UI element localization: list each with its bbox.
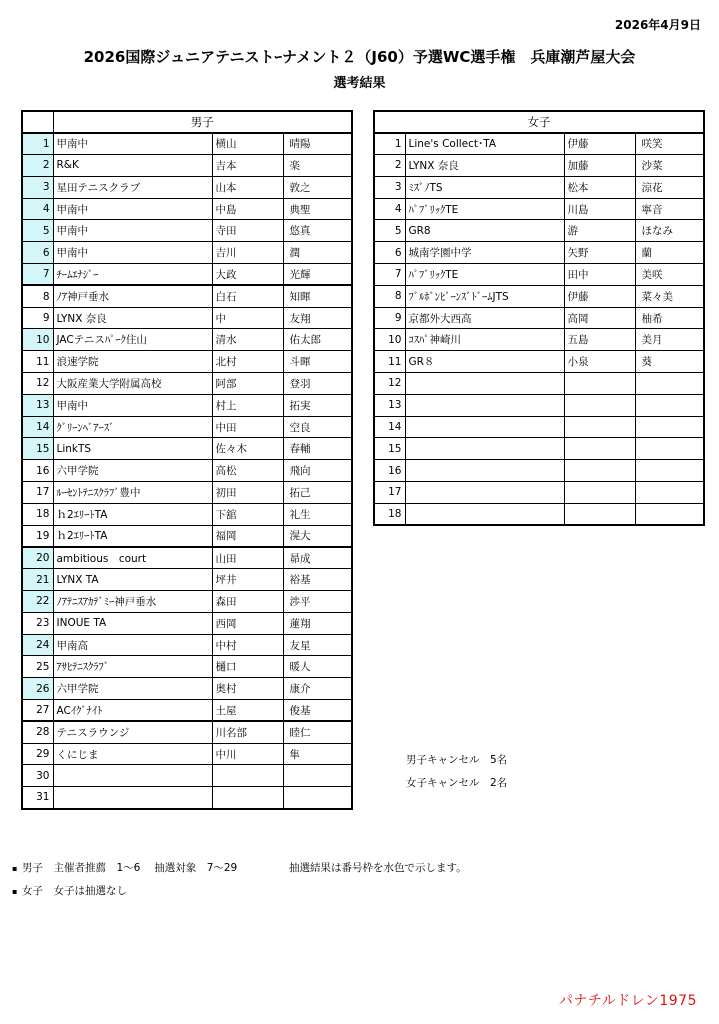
player-last-name — [564, 503, 635, 525]
player-first-name — [635, 482, 704, 504]
note-girls — [12, 883, 127, 898]
table-row — [22, 656, 352, 678]
player-first-name: ほなみ — [635, 220, 704, 242]
player-first-name: 飛向 — [283, 460, 352, 482]
entry-number: 12 — [22, 373, 53, 395]
entry-number: 8 — [22, 285, 53, 307]
player-last-name: 吉川 — [212, 242, 283, 264]
club-name: GR８ — [405, 351, 564, 373]
player-first-name: 蓮翔 — [283, 612, 352, 634]
player-last-name: 西岡 — [212, 612, 283, 634]
entry-number: 26 — [22, 678, 53, 700]
club-name — [405, 373, 564, 395]
player-last-name: 田中 — [564, 264, 635, 286]
player-first-name: 登羽 — [283, 373, 352, 395]
club-name: ｱｻﾋﾃﾆｽｸﾗﾌﾞ — [53, 656, 212, 678]
table-row — [374, 285, 704, 307]
player-first-name: 美月 — [635, 329, 704, 351]
player-first-name: 隼 — [283, 743, 352, 765]
entry-number: 2 — [22, 155, 53, 177]
player-last-name — [564, 394, 635, 416]
club-name: ﾁｰﾑｴﾅｼﾞｰ — [53, 264, 212, 286]
boys-header: 男子 — [53, 111, 352, 133]
club-name: 甲南中 — [53, 133, 212, 155]
table-row — [22, 503, 352, 525]
table-row — [22, 220, 352, 242]
table-row — [22, 482, 352, 504]
entry-number: 11 — [374, 351, 405, 373]
entry-number: 10 — [374, 329, 405, 351]
table-row — [22, 460, 352, 482]
club-name: INOUE TA — [53, 612, 212, 634]
club-name: 京都外大西高 — [405, 307, 564, 329]
player-last-name: 游 — [564, 220, 635, 242]
club-name: JACテニスﾊﾟｰｸ住山 — [53, 329, 212, 351]
player-last-name — [564, 460, 635, 482]
club-name: ｺｽﾊﾟ神崎川 — [405, 329, 564, 351]
player-last-name: 伊藤 — [564, 133, 635, 155]
player-last-name: 山本 — [212, 176, 283, 198]
player-first-name: 涼花 — [635, 176, 704, 198]
player-first-name — [283, 765, 352, 787]
player-last-name: 加藤 — [564, 155, 635, 177]
entry-number: 15 — [22, 438, 53, 460]
player-last-name: 中川 — [212, 743, 283, 765]
entry-number: 1 — [374, 133, 405, 155]
entry-number: 11 — [22, 351, 53, 373]
table-row — [22, 416, 352, 438]
entry-number: 21 — [22, 569, 53, 591]
entry-number: 19 — [22, 525, 53, 547]
table-row — [22, 438, 352, 460]
player-last-name: 五島 — [564, 329, 635, 351]
table-row — [22, 351, 352, 373]
entry-number: 1 — [22, 133, 53, 155]
club-name: ﾉｱﾃﾆｽｱｶﾃﾞﾐｰ神戸垂水 — [53, 591, 212, 613]
club-name: LYNX 奈良 — [53, 307, 212, 329]
table-row — [22, 678, 352, 700]
table-row — [22, 394, 352, 416]
entry-number: 25 — [22, 656, 53, 678]
entry-number: 16 — [374, 460, 405, 482]
table-row — [374, 373, 704, 395]
table-row — [374, 264, 704, 286]
club-name: 城南学園中学 — [405, 242, 564, 264]
entry-number: 5 — [374, 220, 405, 242]
entry-number: 7 — [374, 264, 405, 286]
table-row — [22, 307, 352, 329]
player-last-name: 村上 — [212, 394, 283, 416]
entry-number: 14 — [22, 416, 53, 438]
player-first-name — [635, 460, 704, 482]
club-name: 甲南中 — [53, 220, 212, 242]
entry-number: 2 — [374, 155, 405, 177]
club-name: R&K — [53, 155, 212, 177]
table-row — [22, 373, 352, 395]
player-first-name: 友翔 — [283, 307, 352, 329]
table-row — [22, 765, 352, 787]
club-name: LinkTS — [53, 438, 212, 460]
table-row — [22, 721, 352, 743]
club-name: ｸﾞﾘｰﾝﾍﾞｱｰｽﾞ — [53, 416, 212, 438]
player-first-name: 知暉 — [283, 285, 352, 307]
entry-number: 17 — [374, 482, 405, 504]
player-first-name: 典聖 — [283, 198, 352, 220]
entry-number: 5 — [22, 220, 53, 242]
player-first-name: 潤 — [283, 242, 352, 264]
bullet-icon: ▪ — [12, 887, 18, 896]
entry-number: 9 — [374, 307, 405, 329]
entry-number: 28 — [22, 721, 53, 743]
document-title: 2026国際ジュニアテニストｰナメント２（J60）予選WC選手権 兵庫潮芦屋大会 — [83, 48, 636, 66]
club-name: LYNX 奈良 — [405, 155, 564, 177]
player-first-name: 悠真 — [283, 220, 352, 242]
club-name: ｈ2ｴﾘｰﾄTA — [53, 525, 212, 547]
player-last-name — [564, 416, 635, 438]
document-date: 2026年4月9日 — [614, 18, 701, 32]
player-last-name: 山田 — [212, 547, 283, 569]
entry-number: 23 — [22, 612, 53, 634]
club-name: ﾙｰｾﾝﾄﾃﾆｽｸﾗﾌﾞ豊中 — [53, 482, 212, 504]
player-last-name: 寺田 — [212, 220, 283, 242]
club-name: 六甲学院 — [53, 460, 212, 482]
club-name — [405, 438, 564, 460]
club-name: テニスラウンジ — [53, 721, 212, 743]
player-first-name: 寧音 — [635, 198, 704, 220]
entry-number: 18 — [374, 503, 405, 525]
table-row — [22, 743, 352, 765]
table-row — [22, 242, 352, 264]
player-first-name: 睦仁 — [283, 721, 352, 743]
club-name — [405, 394, 564, 416]
player-last-name: 奥村 — [212, 678, 283, 700]
player-last-name: 大政 — [212, 264, 283, 286]
player-last-name: 樋口 — [212, 656, 283, 678]
document-subtitle: 選考結果 — [333, 76, 386, 91]
player-first-name — [283, 787, 352, 809]
player-first-name: 康介 — [283, 678, 352, 700]
entry-number: 7 — [22, 264, 53, 286]
entry-number: 17 — [22, 482, 53, 504]
player-last-name: 下舘 — [212, 503, 283, 525]
club-name: くにじま — [53, 743, 212, 765]
player-last-name — [564, 482, 635, 504]
table-row — [22, 700, 352, 722]
entry-number: 6 — [374, 242, 405, 264]
player-last-name: 小泉 — [564, 351, 635, 373]
table-row — [374, 503, 704, 525]
player-last-name: 福岡 — [212, 525, 283, 547]
table-row — [374, 351, 704, 373]
club-name: 甲南中 — [53, 242, 212, 264]
entry-number: 14 — [374, 416, 405, 438]
player-first-name: 沙菜 — [635, 155, 704, 177]
player-last-name: 伊藤 — [564, 285, 635, 307]
club-name — [405, 503, 564, 525]
table-row — [374, 155, 704, 177]
table-row — [374, 416, 704, 438]
player-last-name: 白石 — [212, 285, 283, 307]
table-row — [22, 285, 352, 307]
player-last-name: 中島 — [212, 198, 283, 220]
entry-number: 3 — [374, 176, 405, 198]
player-last-name — [564, 438, 635, 460]
player-first-name: 敦之 — [283, 176, 352, 198]
girls-header: 女子 — [374, 111, 704, 133]
club-name: 浪速学院 — [53, 351, 212, 373]
player-first-name: 楽 — [283, 155, 352, 177]
bullet-icon: ▪ — [12, 864, 18, 873]
boys-table-body — [22, 133, 352, 809]
entry-number: 22 — [22, 591, 53, 613]
club-name: ambitious court — [53, 547, 212, 569]
club-name: 甲南中 — [53, 198, 212, 220]
player-last-name: 高松 — [212, 460, 283, 482]
entry-number: 10 — [22, 329, 53, 351]
player-first-name: 裕基 — [283, 569, 352, 591]
entry-number: 31 — [22, 787, 53, 809]
club-name: ACｲｸﾞﾅｲﾄ — [53, 700, 212, 722]
player-first-name — [635, 373, 704, 395]
club-name: ﾌﾞﾙﾎﾞﾝﾋﾞｰﾝｽﾞﾄﾞｰﾑJTS — [405, 285, 564, 307]
player-first-name: 昴成 — [283, 547, 352, 569]
player-first-name: 斗暉 — [283, 351, 352, 373]
player-first-name: 春輔 — [283, 438, 352, 460]
club-name: 甲南高 — [53, 634, 212, 656]
girls-cancellation: 女子キャンセル 2名 — [406, 777, 508, 789]
club-name: Line's Collect･TA — [405, 133, 564, 155]
table-row — [22, 591, 352, 613]
club-name: 甲南中 — [53, 394, 212, 416]
entry-number: 20 — [22, 547, 53, 569]
entry-number: 30 — [22, 765, 53, 787]
player-first-name: 咲笑 — [635, 133, 704, 155]
note-girls-text: 女子 女子は抽選なし — [22, 885, 127, 897]
brand-logo: パナチルドレン1975 — [558, 993, 697, 1009]
entry-number: 29 — [22, 743, 53, 765]
player-first-name: 滉大 — [283, 525, 352, 547]
club-name: ｈ2ｴﾘｰﾄTA — [53, 503, 212, 525]
player-last-name — [564, 373, 635, 395]
table-row — [374, 220, 704, 242]
club-name: 六甲学院 — [53, 678, 212, 700]
player-first-name: 暖人 — [283, 656, 352, 678]
note-boys — [12, 860, 237, 875]
player-last-name: 矢野 — [564, 242, 635, 264]
player-first-name — [635, 438, 704, 460]
note-boys-text: 男子 主催者推薦 1～6 抽選対象 7～29 — [22, 862, 238, 874]
player-last-name: 吉本 — [212, 155, 283, 177]
entry-number: 24 — [22, 634, 53, 656]
player-last-name: 横山 — [212, 133, 283, 155]
entry-number: 8 — [374, 285, 405, 307]
player-last-name — [212, 787, 283, 809]
club-name: 大阪産業大学附属高校 — [53, 373, 212, 395]
club-name — [405, 482, 564, 504]
player-first-name: 美咲 — [635, 264, 704, 286]
table-row — [374, 176, 704, 198]
entry-number: 18 — [22, 503, 53, 525]
table-row — [22, 329, 352, 351]
club-name: GR8 — [405, 220, 564, 242]
player-first-name: 晴陽 — [283, 133, 352, 155]
player-first-name: 空良 — [283, 416, 352, 438]
table-row — [374, 329, 704, 351]
player-last-name: 川名部 — [212, 721, 283, 743]
entry-number: 16 — [22, 460, 53, 482]
player-last-name: 中村 — [212, 634, 283, 656]
boys-results-table — [21, 110, 353, 810]
player-last-name: 松本 — [564, 176, 635, 198]
player-first-name: 拓己 — [283, 482, 352, 504]
club-name: ﾊﾟﾌﾞﾘｯｸTE — [405, 198, 564, 220]
player-first-name: 葵 — [635, 351, 704, 373]
player-last-name: 初田 — [212, 482, 283, 504]
player-last-name: 清水 — [212, 329, 283, 351]
player-last-name: 川島 — [564, 198, 635, 220]
player-first-name: 蘭 — [635, 242, 704, 264]
table-row — [22, 547, 352, 569]
club-name — [405, 416, 564, 438]
table-row — [374, 460, 704, 482]
entry-number: 12 — [374, 373, 405, 395]
player-first-name: 佑太郎 — [283, 329, 352, 351]
player-first-name: 友星 — [283, 634, 352, 656]
entry-number: 13 — [374, 394, 405, 416]
player-last-name: 高岡 — [564, 307, 635, 329]
player-last-name: 中 — [212, 307, 283, 329]
entry-number: 3 — [22, 176, 53, 198]
entry-number: 4 — [22, 198, 53, 220]
entry-number: 4 — [374, 198, 405, 220]
table-row — [374, 242, 704, 264]
table-row — [22, 155, 352, 177]
entry-number: 9 — [22, 307, 53, 329]
player-last-name: 土屋 — [212, 700, 283, 722]
player-first-name: 渉平 — [283, 591, 352, 613]
player-last-name: 森田 — [212, 591, 283, 613]
table-row — [374, 482, 704, 504]
girls-results-table — [373, 110, 705, 526]
player-first-name — [635, 503, 704, 525]
player-last-name: 坪井 — [212, 569, 283, 591]
club-name — [405, 460, 564, 482]
boys-cancellation: 男子キャンセル 5名 — [406, 754, 508, 766]
player-first-name: 拓実 — [283, 394, 352, 416]
player-first-name: 光輝 — [283, 264, 352, 286]
table-row — [22, 612, 352, 634]
table-row — [22, 264, 352, 286]
girls-table-body — [374, 133, 704, 525]
table-row — [374, 438, 704, 460]
table-row — [22, 787, 352, 809]
entry-number: 6 — [22, 242, 53, 264]
table-row — [22, 525, 352, 547]
note-highlight: 抽選結果は番号枠を水色で示します。 — [289, 862, 467, 874]
player-last-name — [212, 765, 283, 787]
entry-number: 15 — [374, 438, 405, 460]
club-name: ﾊﾟﾌﾞﾘｯｸTE — [405, 264, 564, 286]
player-last-name: 北村 — [212, 351, 283, 373]
player-first-name: 菜々美 — [635, 285, 704, 307]
club-name — [53, 787, 212, 809]
entry-number: 27 — [22, 700, 53, 722]
table-row — [22, 198, 352, 220]
club-name: 星田テニスクラブ — [53, 176, 212, 198]
table-row — [374, 307, 704, 329]
player-first-name — [635, 394, 704, 416]
player-last-name: 中田 — [212, 416, 283, 438]
player-last-name: 阿部 — [212, 373, 283, 395]
player-first-name: 俊基 — [283, 700, 352, 722]
player-first-name: 柚希 — [635, 307, 704, 329]
table-row — [22, 569, 352, 591]
table-row — [374, 133, 704, 155]
player-first-name: 礼生 — [283, 503, 352, 525]
table-row — [22, 176, 352, 198]
club-name: ﾉｱ神戸垂水 — [53, 285, 212, 307]
table-row — [22, 634, 352, 656]
table-row — [374, 394, 704, 416]
entry-number: 13 — [22, 394, 53, 416]
player-last-name: 佐々木 — [212, 438, 283, 460]
club-name: LYNX TA — [53, 569, 212, 591]
club-name — [53, 765, 212, 787]
club-name: ﾐｽﾞﾉTS — [405, 176, 564, 198]
table-row — [374, 198, 704, 220]
table-row — [22, 133, 352, 155]
player-first-name — [635, 416, 704, 438]
